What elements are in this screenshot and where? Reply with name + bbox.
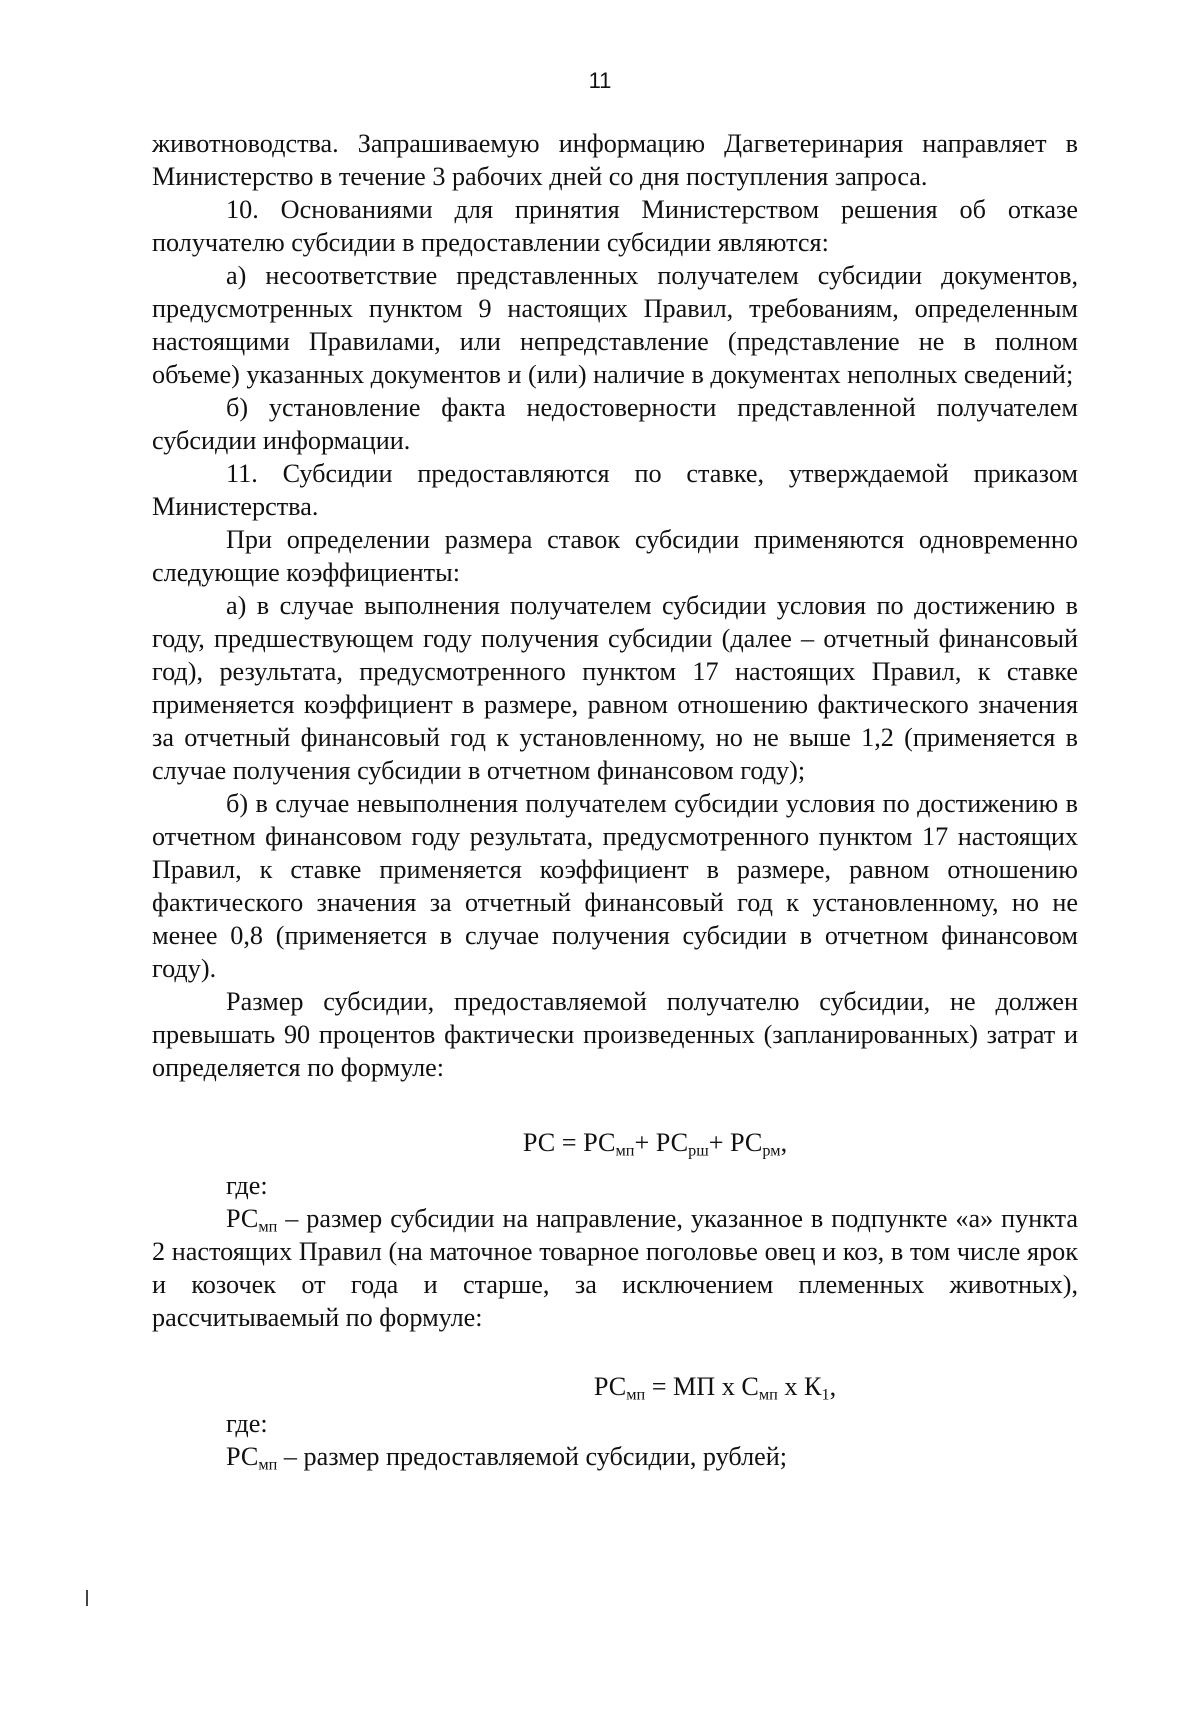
page-number: 11 xyxy=(588,68,612,93)
paragraph: 10. Основаниями для принятия Министерством решения об отказе получателю субсидии в предоставлении субсидии являются: xyxy=(152,195,1078,257)
paragraph: а) в случае выполнения получателем субсидии условия по достижению в году, предшествующем году получения субсидии (далее – отчетный финансовый год), результата, предусмотренного пунктом 17 настоящих Правил, к ставке применяется коэффициент в размере, равном отношению фактического значения за отчетный финансовый год к установленному, но не выше 1,2 (применяется в случае получения субсидии в отчетном финансовом году); xyxy=(152,591,1078,785)
paragraph: а) несоответствие представленных получателем субсидии документов, предусмотренных пунктом 9 настоящих Правил, требованиям, определенным настоящими Правилами, или непредставление (представление не в полном объеме) указанных документов и (или) наличие в документах неполных сведений; xyxy=(152,261,1078,389)
formula-text: , xyxy=(829,1372,837,1401)
formula-text: РС xyxy=(593,1372,627,1401)
paragraph: б) установление факта недостоверности представленной получателем субсидии информации. xyxy=(152,393,1078,455)
document-body xyxy=(152,127,1078,1473)
formula-subscript: мп xyxy=(758,1385,778,1404)
where-label: где: xyxy=(226,1171,268,1200)
definition-paragraph xyxy=(152,1440,1078,1473)
formula-text: х К xyxy=(777,1372,822,1401)
paragraph: животноводства. Запрашиваемую информацию Дагветеринария направляет в Министерство в течение 3 рабочих дней со дня поступления запроса. xyxy=(152,129,1078,191)
scan-mark xyxy=(86,1590,88,1606)
formula-subscript: мп xyxy=(626,1385,646,1404)
definition-subscript: мп xyxy=(258,1455,278,1474)
formula-total-subsidy xyxy=(152,1126,1078,1159)
definition-text: – размер предоставляемой субсидии, рублей; xyxy=(277,1442,788,1471)
formula-subscript: 1 xyxy=(821,1385,830,1404)
formula-text: , xyxy=(780,1128,788,1157)
where-label: где: xyxy=(226,1409,268,1438)
formula-text: РС = РС xyxy=(522,1128,616,1157)
formula-text: = МП х С xyxy=(645,1372,759,1401)
paragraph: б) в случае невыполнения получателем субсидии условия по достижению в отчетном финансовом году результата, предусмотренного пунктом 17 настоящих Правил, к ставке применяется коэффициент в размере, равном отношению фактического значения за отчетный финансовый год к установленному, но не менее 0,8 (применяется в случае получения субсидии в отчетном финансовом году). xyxy=(152,789,1078,983)
formula-subscript: мп xyxy=(615,1141,635,1160)
paragraph: При определении размера ставок субсидии применяются одновременно следующие коэффициенты: xyxy=(152,525,1078,587)
definition-paragraph xyxy=(152,1202,1078,1334)
formula-text: + РС xyxy=(634,1128,689,1157)
definition-term: РС xyxy=(226,1204,259,1233)
definition-term: РС xyxy=(226,1442,259,1471)
formula-subscript: рм xyxy=(762,1141,781,1160)
definition-text: – размер субсидии на направление, указанное в подпункте «а» пункта 2 настоящих Правил (на маточное товарное поголовье овец и коз, в том числе ярок и козочек от года и старше, за исключением племенных животных), рассчитываемый по формуле: xyxy=(152,1204,1078,1332)
paragraph: 11. Субсидии предоставляются по ставке, утверждаемой приказом Министерства. xyxy=(152,459,1078,521)
formula-text: + РС xyxy=(708,1128,763,1157)
paragraph: Размер субсидии, предоставляемой получателю субсидии, не должен превышать 90 процентов фактически произведенных (запланированных) затрат и определяется по формуле: xyxy=(152,987,1078,1082)
formula-mp-subsidy xyxy=(152,1370,1078,1403)
definition-subscript: мп xyxy=(258,1217,278,1236)
formula-subscript: рш xyxy=(688,1141,709,1160)
